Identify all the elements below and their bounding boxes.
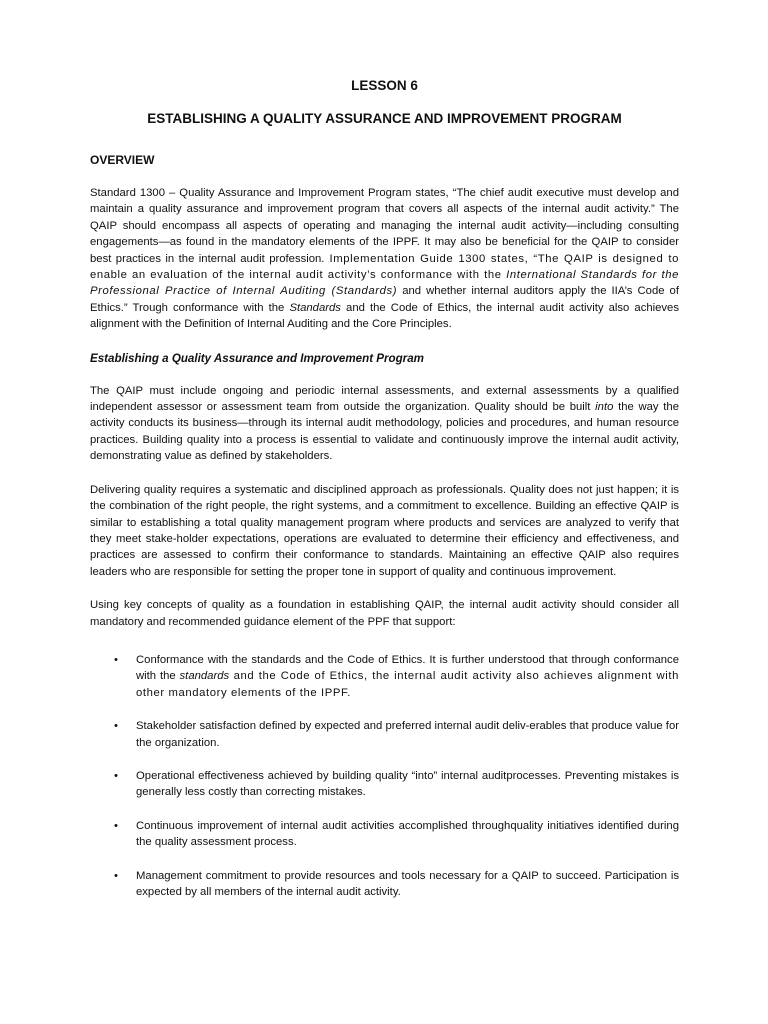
list-item bbox=[90, 718, 679, 751]
bullet-text: Stakeholder satisfaction defined by expected and preferred internal audit deliv-erables that produce value for the organization. bbox=[136, 720, 679, 749]
bullet-text: Continuous improvement of internal audit activities accomplished throughquality initiatives identified during the quality assessment process. bbox=[136, 819, 679, 849]
overview-text-standards-title: International Standards for the Professional Practice of Internal Auditing (Standards) bbox=[90, 269, 679, 298]
bullet-icon: • bbox=[114, 819, 118, 832]
overview-text-f: and the Code of Ethics, the internal audit activity also achieves alignment with the Definition of Internal Auditing and the Core Principles. bbox=[90, 301, 679, 331]
delivering-quality-paragraph: Delivering quality requires a systematic and disciplined approach as professionals. Quality does not just happen; it is the combination of the right people, the right systems, and a commitment to excellence. Building an effective QAIP is similar to establishing a total quality management program where products and services are analyzed to verify that they meet stake-holder expectations, operations are evaluated to determine their efficiency and effectiveness, and practices are assessed to confirm their conformance to standards. Maintaining an effective QAIP also requires leaders who are responsible for setting the proper tone in support of quality and continuous improvement. bbox=[90, 483, 679, 578]
overview-text-d: and whether internal auditors apply the IIA’s Code of Ethics.” Trough conformance with the bbox=[90, 285, 679, 314]
list-item bbox=[90, 818, 679, 851]
bullet-text-a: Conformance with the standards and the Code of Ethics. It is further understood that through conformance with the bbox=[136, 653, 679, 683]
list-item bbox=[90, 652, 679, 701]
bullet-text-c: and the Code of Ethics, the internal audit activity also achieves alignment with other mandatory elements of the IPPF. bbox=[136, 670, 679, 699]
list-item bbox=[90, 768, 679, 801]
key-concepts-paragraph: Using key concepts of quality as a foundation in establishing QAIP, the internal audit activity should consider all mandatory and recommended guidance element of the PPF that support: bbox=[90, 599, 679, 628]
overview-text-a: Standard 1300 – Quality Assurance and Improvement Program states, “The chief audit executive must develop and maintain a quality assurance and improvement program that covers all aspects of the internal audit activity.” The QAIP should encompass all aspects of operating and managing the internal audit activity—including consulting engagements—as found in the mandatory elements of the IPPF. It may also be beneficial for the QAIP to consider best practices in the internal audit profession. bbox=[90, 187, 679, 265]
qaip-text-a: The QAIP must include ongoing and periodic internal assessments, and external assessments by a qualified independent assessor or assessment team from outside the organization. Quality should be built bbox=[90, 384, 679, 414]
section-subheading: Establishing a Quality Assurance and Improvement Program bbox=[90, 351, 424, 365]
bullet-icon: • bbox=[114, 653, 118, 666]
bullet-text-standards: standards bbox=[179, 670, 230, 683]
qaip-paragraph bbox=[90, 383, 679, 465]
bullet-icon: • bbox=[114, 769, 118, 782]
overview-text-standards: Standards bbox=[289, 301, 341, 314]
bullet-icon: • bbox=[114, 720, 118, 733]
overview-text-b: Implementation Guide 1300 states, “The QAIP is designed to enable an evaluation of the internal audit activity’s conformance with the bbox=[90, 252, 679, 282]
page-title: ESTABLISHING A QUALITY ASSURANCE AND IMPROVEMENT PROGRAM bbox=[147, 111, 622, 126]
qaip-text-c: the way the activity conducts its business—through its internal audit methodology, policies and procedures, and human resource practices. Building quality into a process is essential to validate and continuously improve the internal audit activity, demonstrating value as defined by stakeholders. bbox=[90, 401, 679, 463]
list-item bbox=[90, 868, 679, 901]
overview-paragraph bbox=[90, 185, 679, 333]
bullet-list bbox=[90, 652, 679, 900]
bullet-text: Management commitment to provide resources and tools necessary for a QAIP to succeed. Participation is expected by all members of the internal audit activity. bbox=[136, 869, 679, 898]
overview-heading: OVERVIEW bbox=[90, 153, 155, 167]
lesson-number: LESSON 6 bbox=[351, 78, 418, 93]
bullet-icon: • bbox=[114, 869, 118, 882]
document-page bbox=[90, 78, 679, 900]
bullet-text: Operational effectiveness achieved by building quality “into” internal auditprocesses. Preventing mistakes is generally less costly than correcting mistakes. bbox=[136, 769, 679, 799]
qaip-text-into: into bbox=[595, 401, 614, 414]
